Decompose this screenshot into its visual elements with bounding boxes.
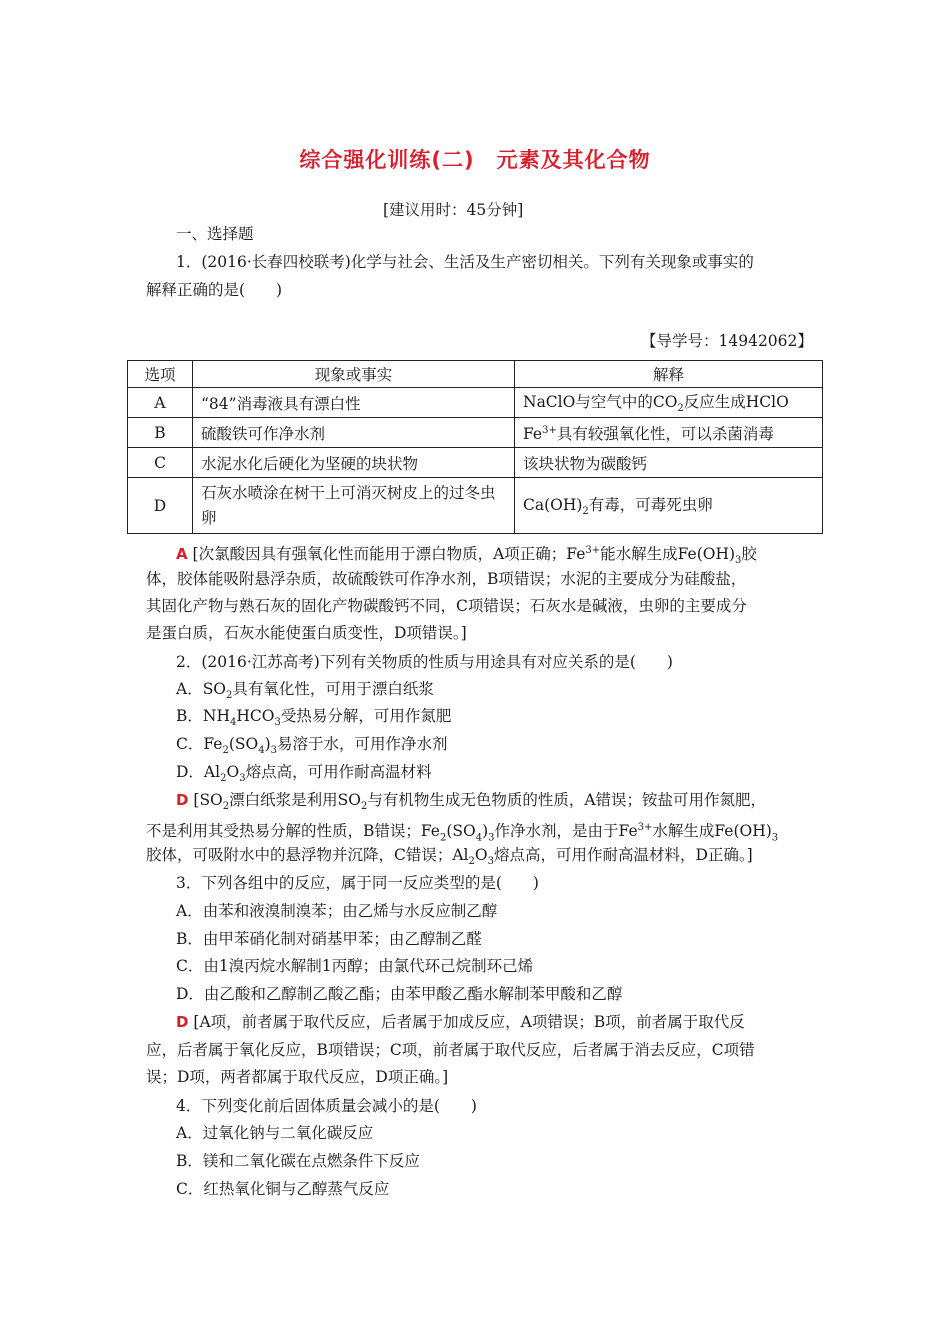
q2-explanation-line1 [176, 790, 766, 817]
table-cell-option: B [128, 418, 193, 448]
table-header-explanation: 解释 [515, 361, 823, 388]
q1-stem-line1: 1．(2016·长春四校联考)化学与社会、生活及生产密切相关。下列有关现象或事实的 [176, 253, 754, 271]
q4-stem: 4．下列变化前后固体质量会减小的是( ) [176, 1097, 477, 1115]
q2-option-b: B．$NH_4HCO_3$受热易分解，可用作氮肥 [176, 707, 452, 729]
table-cell-fact: “84”消毒液具有漂白性 [193, 388, 515, 418]
section-heading: 一、选择题 [176, 225, 254, 243]
q1-guide-number: 【导学号：14942062】 [641, 332, 813, 350]
q3-explanation-line3: 误；D项，两者都属于取代反应，D项正确。] [146, 1068, 449, 1086]
q1-explanation-line2: 体，胶体能吸附悬浮杂质，故硫酸铁可作净水剂，B项错误；水泥的主要成分为硅酸盐， [146, 570, 747, 588]
title-main: 综合强化训练(二) [299, 148, 475, 172]
table-row [128, 418, 823, 448]
q1-stem-line2: 解释正确的是( ) [146, 281, 283, 299]
table-cell-fact: 硫酸铁可作净水剂 [193, 418, 515, 448]
table-cell-option: D [128, 478, 193, 534]
q3-explanation-line1 [176, 1012, 745, 1032]
q2-option-a: A．$SO_2$具有氧化性，可用于漂白纸浆 [176, 680, 434, 702]
table-cell-option: A [128, 388, 193, 418]
q1-exp-text: [次氯酸因具有强氧化性而能用于漂白物质，A项正确；$Fe^{3+}$能水解生成$Fe(OH)_3$胶 [192, 545, 757, 567]
q3-stem: 3．下列各组中的反应，属于同一反应类型的是( ) [176, 874, 539, 892]
table-cell-fact: 石灰水喷涂在树干上可消灭树皮上的过冬虫卵 [193, 478, 515, 534]
q2-answer: D [176, 791, 189, 809]
table-row [128, 448, 823, 478]
q2-option-c: C．$Fe_2(SO_4)_3$易溶于水，可用作净水剂 [176, 735, 448, 757]
table-header-fact: 现象或事实 [193, 361, 515, 388]
q2-exp-text: [$SO_2$漂白纸浆是利用$SO_2$与有机物生成无色物质的性质，A错误；铵盐可用作氮肥， [193, 791, 767, 813]
q3-option-c: C．由1溴丙烷水解制1丙醇；由氯代环己烷制环己烯 [176, 957, 534, 975]
q4-option-a: A．过氧化钠与二氧化碳反应 [176, 1124, 374, 1142]
table-cell-explanation: $Fe^{3+}$具有较强氧化性，可以杀菌消毒 [515, 418, 823, 448]
q1-explanation-line4: 是蛋白质，石灰水能使蛋白质变性，D项错误。] [146, 624, 467, 642]
q4-option-c: C．红热氧化铜与乙醇蒸气反应 [176, 1180, 390, 1198]
title-sub: 元素及其化合物 [496, 148, 651, 172]
q1-explanation-line1 [176, 541, 757, 571]
table-cell-explanation: 该块状物为碳酸钙 [515, 448, 823, 478]
table-row [128, 388, 823, 418]
q1-answer: A [176, 545, 188, 564]
time-note: [建议用时：45分钟] [383, 201, 524, 219]
table-cell-fact: 水泥水化后硬化为坚硬的块状物 [193, 448, 515, 478]
table-cell-explanation: NaClO与空气中的$CO_2$反应生成HClO [515, 388, 823, 418]
table-cell-explanation: $Ca(OH)_2$有毒，可毒死虫卵 [515, 478, 823, 534]
table-row [128, 478, 823, 534]
q2-option-d: D．$Al_2O_3$熔点高，可用作耐高温材料 [176, 763, 432, 785]
q3-option-b: B．由甲苯硝化制对硝基甲苯；由乙醇制乙醛 [176, 930, 482, 948]
q3-option-a: A．由苯和液溴制溴苯；由乙烯与水反应制乙醇 [176, 902, 498, 920]
q1-explanation-line3: 其固化产物与熟石灰的固化产物碳酸钙不同，C项错误；石灰水是碱液，虫卵的主要成分 [146, 597, 747, 615]
q3-exp-text: [A项，前者属于取代反应，后者属于加成反应，A项错误；B项，前者属于取代反 [193, 1013, 745, 1031]
q3-option-d: D．由乙酸和乙醇制乙酸乙酯；由苯甲酸乙酯水解制苯甲酸和乙醇 [176, 985, 623, 1003]
q2-explanation-line3: 胶体，可吸附水中的悬浮物并沉降，C错误；$Al_2O_3$熔点高，可用作耐高温材料，D正确。] [146, 846, 753, 868]
table-cell-option: C [128, 448, 193, 478]
q2-explanation-line2: 不是利用其受热易分解的性质，B错误；$Fe_2(SO_4)_3$作净水剂，是由于$Fe^{3+}$水解生成$Fe(OH)_3$ [146, 822, 779, 844]
q3-explanation-line2: 应，后者属于氧化反应，B项错误；C项，前者属于取代反应，后者属于消去反应，C项错 [146, 1041, 755, 1059]
table-header-option: 选项 [128, 361, 193, 388]
q2-stem: 2．(2016·江苏高考)下列有关物质的性质与用途具有对应关系的是( ) [176, 653, 673, 671]
q4-option-b: B．镁和二氧化碳在点燃条件下反应 [176, 1152, 420, 1170]
page-title [0, 144, 950, 174]
q1-table [127, 360, 823, 534]
q3-answer: D [176, 1013, 189, 1031]
